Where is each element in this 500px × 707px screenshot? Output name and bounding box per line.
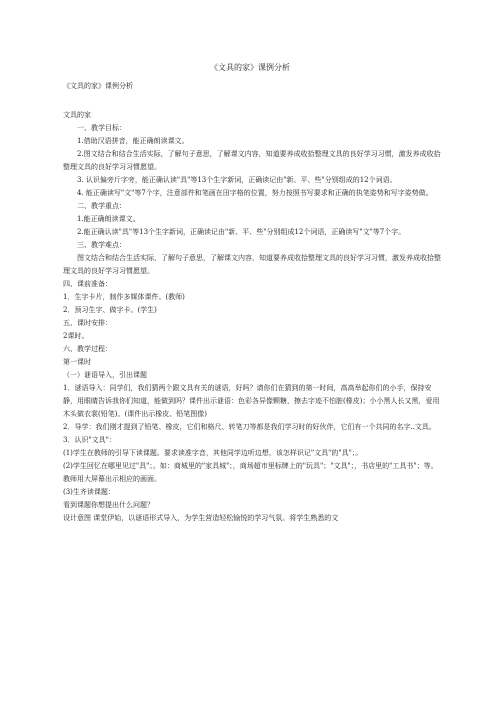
document-body — [63, 80, 441, 525]
paragraph: 设计意图 课堂伊始，以谜语形式导入，为学生营造轻松愉悦的学习气氛。将学生熟悉的文 — [63, 514, 339, 522]
paragraph: 2课时。 — [63, 332, 89, 340]
paragraph: 1.能正确朗读课文。 — [77, 215, 140, 223]
paragraph: 图文结合和结合生活实际，了解句子意思，了解课文内容，知道要养成收拾整理文具的良好学习习惯，激发养成收拾整理文具的良好学习习惯愿望。 — [63, 254, 441, 275]
paragraph: 2．导学：我们刚才提到了铅笔、橡皮，它们和格尺、转笔刀等都是我们学习时的好伙伴，它们有一个共同的名字..文具。 — [63, 423, 436, 431]
paragraph: 3．认识"文具"： — [63, 436, 116, 444]
paragraph: （一）谜语导入，引出课题 — [63, 371, 147, 379]
paragraph: 2．预习生字、做字卡。(学生) — [63, 306, 157, 314]
text-title: 文具的家 — [63, 111, 91, 119]
paragraph: 看到课题你想提出什么问题？ — [63, 501, 154, 509]
paragraph: 3. 认识偏旁斤字旁，能正确认读"具"等13个生字新词，正确读记由"新、平、些"分别组成的12个词语。 — [77, 176, 397, 184]
paragraph: (2)学生回忆在哪里见过"具"；。如：商城里的"家具城"；，商场超市里标牌上的"玩具"；"文具"；，书店里的"工具书"；等。教师用大屏幕出示相应的画面。 — [63, 462, 438, 483]
paragraph: 1.借助汉语拼音，能正确朗读课文。 — [77, 137, 189, 145]
section-heading: 五、课时安排： — [63, 319, 112, 327]
document-title: 《文具的家》课例分析 — [210, 63, 290, 72]
paragraph: 2.能正确认读"具"等13个生字新词，正确读记由"新、平、些"分别组成12个词语，正确读写"文"等7个字。 — [77, 228, 406, 236]
paragraph: 4. 能正确读写"文"等7个字，注意部件和笔画在田字格的位置，努力按照书写要求和正确的执笔姿势和写字姿势做。 — [77, 189, 433, 197]
paragraph: 2.图文结合和结合生活实际，了解句子意思，了解课文内容，知道要养成收拾整理文具的良好学习习惯，激发养成收拾整理文具的良好学习习惯愿望。 — [63, 150, 441, 171]
section-heading: 一、教学目标： — [77, 124, 126, 132]
paragraph: (1)学生在教师的引导下读课题。要求读准字音，其他同学边听边想，该怎样识记"文具"的"具"；。 — [63, 449, 363, 457]
section-heading: 二、教学重点： — [77, 202, 126, 210]
section-heading: 六、教学过程： — [63, 345, 112, 353]
paragraph: 1．谜语导入：同学们，我们猜两个跟文具有关的谜语，好吗？请你们在猜到的第一时间，高高举起你们的小手，保持安静，用眼睛告诉我你们知道，能做到吗？课件出示谜语：色彩各异像颗糖，擦去字迹不怕脏(橡皮)；小小黑人长又黑，爱用木头做衣裳(铅笔)。(课件出示橡皮、铅笔图像) — [63, 384, 440, 418]
paragraph: 1．生字卡片，制作多媒体课件。(教师) — [63, 293, 185, 301]
paragraph: 第一课时 — [63, 358, 91, 366]
document-subtitle: 《文具的家》课例分析 — [63, 82, 133, 90]
section-heading: 三、教学难点： — [77, 241, 126, 249]
section-heading: 四、课前准备： — [63, 280, 112, 288]
paragraph: (3)生齐读课题： — [63, 488, 115, 496]
